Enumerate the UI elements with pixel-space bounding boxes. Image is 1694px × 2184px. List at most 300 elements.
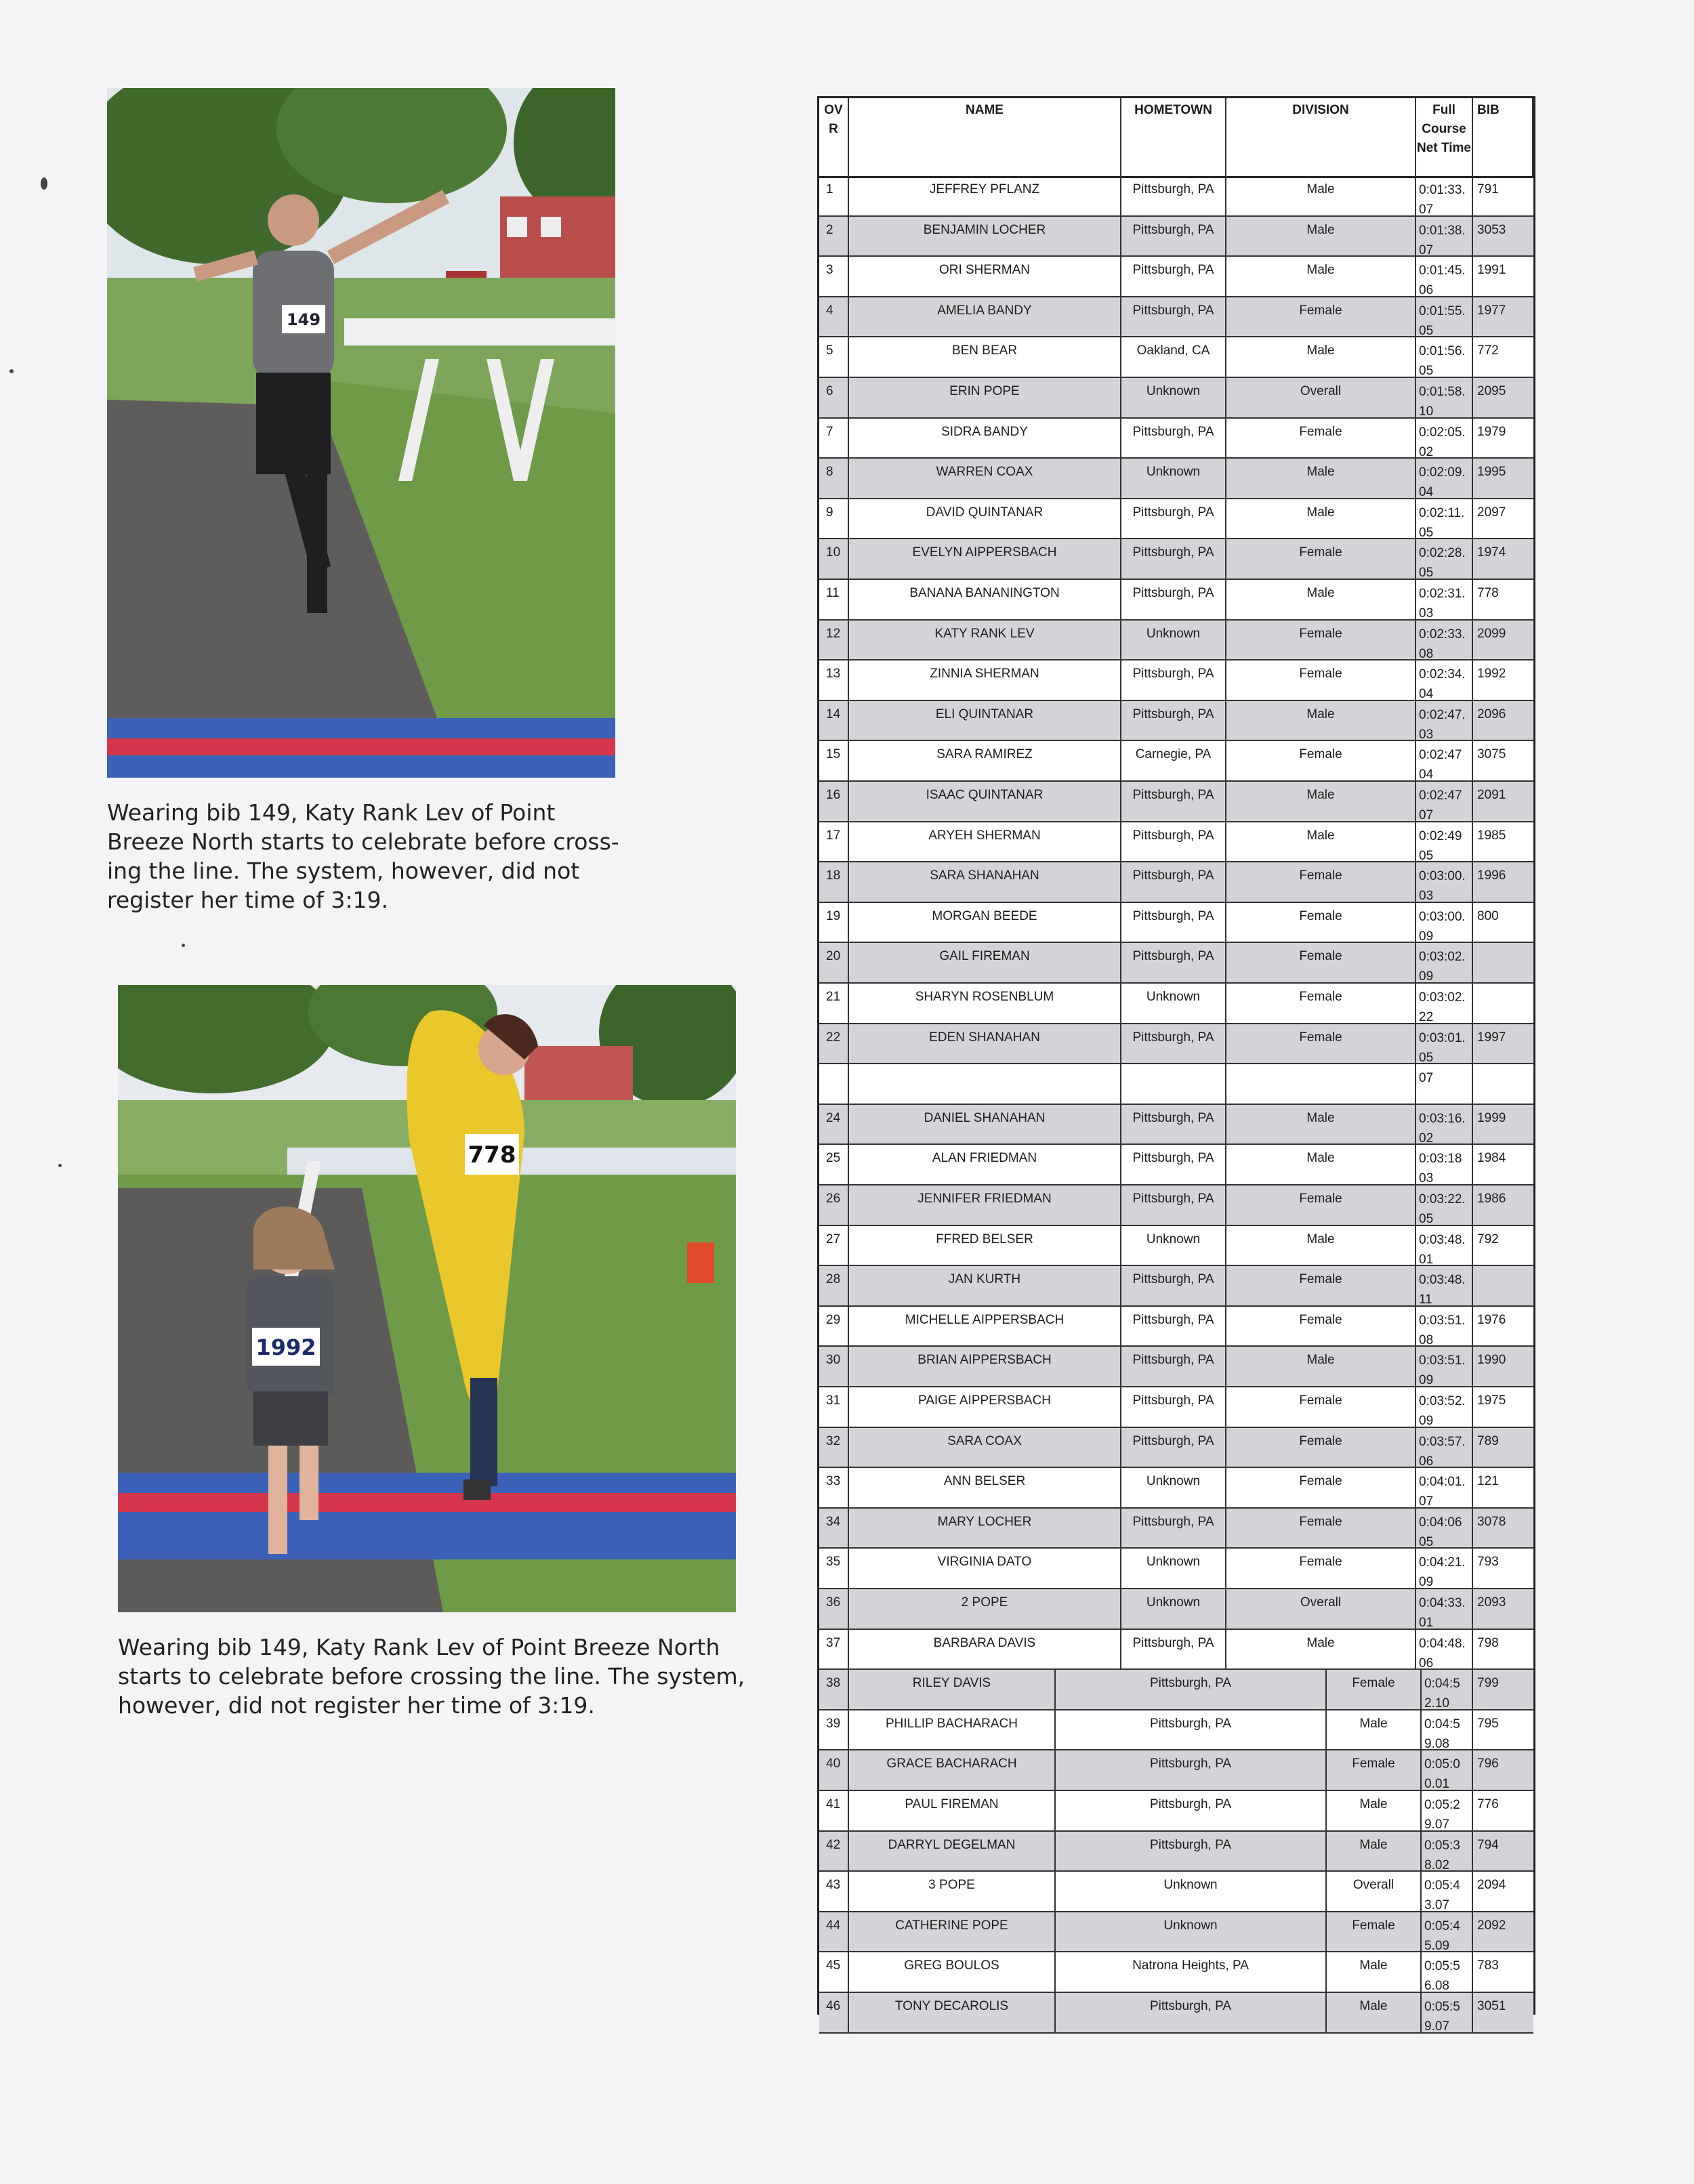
cell-time: 0:03:02. 09 xyxy=(1416,943,1473,982)
cell-time: 0:02:33. 08 xyxy=(1416,621,1473,660)
cell-bib: 2093 xyxy=(1477,1595,1506,1610)
cell-division: Female xyxy=(1226,1509,1416,1548)
cell-hometown: Pittsburgh, PA xyxy=(1056,1750,1327,1790)
cell-division: Male xyxy=(1327,1832,1422,1871)
cell-division: Male xyxy=(1226,1105,1416,1144)
table-row xyxy=(819,1347,1533,1387)
cell-division: Female xyxy=(1226,903,1416,942)
cell-name: SHARYN ROSENBLUM xyxy=(849,984,1121,1023)
cell-division: Female xyxy=(1226,1549,1416,1588)
cell-hometown: Pittsburgh, PA xyxy=(1121,1428,1226,1467)
table-row xyxy=(819,1387,1533,1428)
cell-division: Female xyxy=(1226,1266,1416,1305)
cell-ovr: 5 xyxy=(819,337,849,377)
cell-time: 0:03:52. 09 xyxy=(1416,1387,1473,1427)
cell-time: 0:02:11. 05 xyxy=(1416,499,1473,539)
cell-hometown: Unknown xyxy=(1121,621,1226,660)
cell-time: 0:04:06 05 xyxy=(1416,1509,1473,1548)
cell-division: Male xyxy=(1226,217,1416,256)
table-row xyxy=(819,1549,1533,1589)
cell-hometown: Pittsburgh, PA xyxy=(1121,862,1226,902)
table-row xyxy=(819,621,1533,661)
cell-time: 0:02:49 05 xyxy=(1416,822,1473,862)
cell-name: PHILLIP BACHARACH xyxy=(849,1710,1056,1750)
cell-bib: 798 xyxy=(1477,1635,1499,1650)
cell-bib: 3078 xyxy=(1477,1514,1506,1529)
cell-ovr: 28 xyxy=(819,1266,849,1305)
cell-division: Female xyxy=(1226,1428,1416,1467)
cell-name: JEFFREY PFLANZ xyxy=(849,176,1121,215)
cell-bib: 776 xyxy=(1477,1797,1499,1811)
cell-name: BANANA BANANINGTON xyxy=(849,580,1121,619)
cell-ovr: 45 xyxy=(819,1952,849,1992)
cell-hometown: Unknown xyxy=(1121,459,1226,498)
cell-bib xyxy=(1473,984,1533,1023)
cell-hometown: Unknown xyxy=(1056,1912,1327,1952)
cell-name: MORGAN BEEDE xyxy=(849,903,1121,942)
cell-bib: 3053 xyxy=(1477,222,1506,237)
cell-ovr: 22 xyxy=(819,1024,849,1064)
cell-division: Male xyxy=(1327,1952,1422,1992)
header-name: NAME xyxy=(849,98,1121,176)
cell-ovr: 41 xyxy=(819,1791,849,1830)
scan-speck xyxy=(182,944,185,947)
cell-division: Female xyxy=(1226,943,1416,982)
cell-name: ISAAC QUINTANAR xyxy=(849,782,1121,821)
cell-division: Female xyxy=(1327,1750,1422,1790)
cell-ovr: 42 xyxy=(819,1832,849,1871)
cell-time: 0:02:47 04 xyxy=(1416,741,1473,780)
cell-ovr: 34 xyxy=(819,1509,849,1548)
table-row xyxy=(819,782,1533,822)
cell-time: 0:05:5 6.08 xyxy=(1422,1952,1473,1992)
cell-name: JENNIFER FRIEDMAN xyxy=(849,1185,1121,1225)
table-row xyxy=(819,419,1533,459)
cell-name: RILEY DAVIS xyxy=(849,1670,1056,1709)
cell-hometown: Pittsburgh, PA xyxy=(1056,1791,1327,1830)
cell-ovr: 26 xyxy=(819,1185,849,1225)
cell-bib: 800 xyxy=(1477,908,1499,923)
cell-ovr: 35 xyxy=(819,1549,849,1588)
cell-ovr: 30 xyxy=(819,1347,849,1386)
cell-ovr: 20 xyxy=(819,943,849,982)
cell-hometown: Pittsburgh, PA xyxy=(1121,903,1226,942)
cell-bib: 1977 xyxy=(1477,303,1506,318)
header-time: Full Course Net Time xyxy=(1416,98,1473,176)
cell-bib: 1984 xyxy=(1477,1151,1506,1166)
cell-time: 0:04:01. 07 xyxy=(1416,1468,1473,1507)
cell-time: 07 xyxy=(1416,1064,1473,1104)
cell-hometown: Pittsburgh, PA xyxy=(1121,1145,1226,1184)
cell-hometown: Pittsburgh, PA xyxy=(1121,1387,1226,1427)
cell-division: Male xyxy=(1226,782,1416,821)
cell-bib: 1992 xyxy=(1477,667,1506,681)
header-bib: BIB xyxy=(1473,98,1533,176)
cell-name: SARA SHANAHAN xyxy=(849,862,1121,902)
cell-division: Female xyxy=(1226,1185,1416,1225)
cell-ovr: 29 xyxy=(819,1307,849,1346)
cell-name: ANN BELSER xyxy=(849,1468,1121,1507)
cell-hometown xyxy=(1121,1064,1226,1104)
cell-name: DANIEL SHANAHAN xyxy=(849,1105,1121,1144)
photo-finish-bib-149 xyxy=(107,88,615,778)
caption-1-line-2: Breeze North starts to celebrate before cross- xyxy=(107,828,619,855)
cell-bib: 2096 xyxy=(1477,707,1506,721)
cell-time: 0:03:16. 02 xyxy=(1416,1105,1473,1144)
cell-time: 0:02:09. 04 xyxy=(1416,459,1473,498)
cell-time: 0:03:22. 05 xyxy=(1416,1185,1473,1225)
table-row xyxy=(819,822,1533,863)
cell-time: 0:03:00. 03 xyxy=(1416,862,1473,902)
cell-ovr: 1 xyxy=(819,176,849,215)
cell-time: 0:04:5 2.10 xyxy=(1422,1670,1473,1709)
cell-hometown: Unknown xyxy=(1121,1226,1226,1265)
table-row xyxy=(819,1750,1533,1791)
cell-ovr: 36 xyxy=(819,1589,849,1629)
header-hometown: HOMETOWN xyxy=(1121,98,1226,176)
table-row xyxy=(819,257,1533,297)
cell-name: JAN KURTH xyxy=(849,1266,1121,1305)
cell-ovr: 33 xyxy=(819,1468,849,1507)
cell-bib: 792 xyxy=(1477,1232,1499,1246)
cell-bib: 1991 xyxy=(1477,263,1506,278)
cell-name xyxy=(849,1064,1121,1104)
cell-ovr: 24 xyxy=(819,1105,849,1144)
table-row xyxy=(819,580,1533,621)
cell-time: 0:05:5 9.07 xyxy=(1422,1993,1473,2032)
cell-ovr: 8 xyxy=(819,459,849,498)
bib-778-label: 778 xyxy=(468,1141,516,1169)
cell-bib: 1990 xyxy=(1477,1353,1506,1368)
table-row xyxy=(819,943,1533,984)
table-row xyxy=(819,1791,1533,1832)
cell-hometown: Oakland, CA xyxy=(1121,337,1226,377)
cell-time: 0:03:02. 22 xyxy=(1416,984,1473,1023)
cell-time: 0:03:00. 09 xyxy=(1416,903,1473,942)
cell-bib: 2095 xyxy=(1477,384,1506,398)
cell-time: 0:05:0 0.01 xyxy=(1422,1750,1473,1790)
cell-name: AMELIA BANDY xyxy=(849,297,1121,337)
cell-name: MARY LOCHER xyxy=(849,1509,1121,1548)
cell-division: Male xyxy=(1327,1710,1422,1750)
cell-time: 0:05:4 5.09 xyxy=(1422,1912,1473,1952)
table-row xyxy=(819,1509,1533,1549)
cell-hometown: Pittsburgh, PA xyxy=(1121,297,1226,337)
table-row xyxy=(819,217,1533,257)
cell-time: 0:04:33. 01 xyxy=(1416,1589,1473,1629)
cell-name: EDEN SHANAHAN xyxy=(849,1024,1121,1064)
cell-hometown: Pittsburgh, PA xyxy=(1121,176,1226,215)
cell-time: 0:02:05. 02 xyxy=(1416,419,1473,458)
cell-hometown: Unknown xyxy=(1121,1468,1226,1507)
cell-hometown: Pittsburgh, PA xyxy=(1121,1307,1226,1346)
cell-bib: 1985 xyxy=(1477,828,1506,843)
cell-name: ELI QUINTANAR xyxy=(849,701,1121,740)
caption-1-line-1: Wearing bib 149, Katy Rank Lev of Point xyxy=(107,799,556,826)
cell-time: 0:02:31. 03 xyxy=(1416,580,1473,619)
cell-bib: 121 xyxy=(1477,1474,1499,1489)
cell-hometown: Pittsburgh, PA xyxy=(1121,1509,1226,1548)
cell-hometown: Pittsburgh, PA xyxy=(1121,1024,1226,1064)
table-row xyxy=(819,1105,1533,1146)
cell-bib: 796 xyxy=(1477,1757,1499,1771)
cell-name: BENJAMIN LOCHER xyxy=(849,217,1121,256)
cell-time: 0:04:21. 09 xyxy=(1416,1549,1473,1588)
cell-division: Overall xyxy=(1327,1872,1422,1911)
cell-bib: 789 xyxy=(1477,1433,1499,1448)
cell-name: PAIGE AIPPERSBACH xyxy=(849,1387,1121,1427)
cell-division: Male xyxy=(1226,499,1416,539)
cell-name: ALAN FRIEDMAN xyxy=(849,1145,1121,1184)
cell-ovr: 7 xyxy=(819,419,849,458)
table-row xyxy=(819,741,1533,782)
table-row xyxy=(819,297,1533,338)
cell-ovr xyxy=(819,1064,849,1104)
cell-hometown: Unknown xyxy=(1056,1872,1327,1911)
cell-time: 0:01:55. 05 xyxy=(1416,297,1473,337)
cell-bib: 2099 xyxy=(1477,626,1506,641)
cell-bib: 772 xyxy=(1477,343,1499,358)
cell-hometown: Pittsburgh, PA xyxy=(1121,1185,1226,1225)
cell-time: 0:04:5 9.08 xyxy=(1422,1710,1473,1750)
cell-bib: 793 xyxy=(1477,1555,1499,1570)
cell-name: DAVID QUINTANAR xyxy=(849,499,1121,539)
cell-division: Female xyxy=(1327,1912,1422,1952)
table-row xyxy=(819,1832,1533,1872)
cell-time: 0:02:34. 04 xyxy=(1416,660,1473,700)
cell-division: Male xyxy=(1226,1226,1416,1265)
cell-time: 0:01:33. 07 xyxy=(1416,176,1473,215)
cell-time: 0:04:48. 06 xyxy=(1416,1630,1473,1669)
caption-1 xyxy=(107,798,619,915)
cell-time: 0:01:56. 05 xyxy=(1416,337,1473,377)
cell-time: 0:03:18 03 xyxy=(1416,1145,1473,1184)
cell-name: BARBARA DAVIS xyxy=(849,1630,1121,1669)
cell-hometown: Pittsburgh, PA xyxy=(1121,943,1226,982)
cell-name: VIRGINIA DATO xyxy=(849,1549,1121,1588)
cell-ovr: 18 xyxy=(819,862,849,902)
cell-hometown: Pittsburgh, PA xyxy=(1121,1266,1226,1305)
header-ovr: OV R xyxy=(819,98,849,176)
cell-time: 0:05:2 9.07 xyxy=(1422,1791,1473,1830)
cell-bib: 1997 xyxy=(1477,1030,1506,1045)
cell-ovr: 32 xyxy=(819,1428,849,1467)
cell-hometown: Pittsburgh, PA xyxy=(1056,1993,1327,2032)
table-row xyxy=(819,499,1533,540)
cell-time: 0:03:51. 08 xyxy=(1416,1307,1473,1346)
table-row xyxy=(819,701,1533,742)
cell-hometown: Pittsburgh, PA xyxy=(1121,822,1226,862)
cell-ovr: 13 xyxy=(819,660,849,700)
cell-ovr: 38 xyxy=(819,1670,849,1709)
table-row xyxy=(819,176,1533,217)
cell-name: 2 POPE xyxy=(849,1589,1121,1629)
results-header-row xyxy=(819,98,1533,178)
cell-ovr: 17 xyxy=(819,822,849,862)
cell-bib: 2094 xyxy=(1477,1878,1506,1893)
cell-division: Male xyxy=(1327,1993,1422,2032)
cell-division: Female xyxy=(1226,1387,1416,1427)
cell-time: 0:03:48. 01 xyxy=(1416,1226,1473,1265)
cell-name: CATHERINE POPE xyxy=(849,1912,1056,1952)
cell-name: GREG BOULOS xyxy=(849,1952,1056,1992)
cell-ovr: 15 xyxy=(819,741,849,780)
scan-speck xyxy=(58,1164,62,1167)
cell-division: Female xyxy=(1226,297,1416,337)
table-row xyxy=(819,660,1533,701)
cell-ovr: 16 xyxy=(819,782,849,821)
cell-division xyxy=(1226,1064,1416,1104)
cell-ovr: 2 xyxy=(819,217,849,256)
cell-hometown: Pittsburgh, PA xyxy=(1121,1105,1226,1144)
cell-hometown: Pittsburgh, PA xyxy=(1121,660,1226,700)
cell-bib: 1986 xyxy=(1477,1192,1506,1206)
table-row xyxy=(819,1145,1533,1185)
cell-bib: 794 xyxy=(1477,1837,1499,1852)
table-row xyxy=(819,1468,1533,1509)
cell-name: 3 POPE xyxy=(849,1872,1056,1911)
cell-name: KATY RANK LEV xyxy=(849,621,1121,660)
cell-bib: 795 xyxy=(1477,1716,1499,1731)
cell-division: Male xyxy=(1226,1630,1416,1669)
table-row xyxy=(819,1912,1533,1953)
cell-hometown: Natrona Heights, PA xyxy=(1056,1952,1327,1992)
cell-ovr: 19 xyxy=(819,903,849,942)
cell-hometown: Pittsburgh, PA xyxy=(1121,701,1226,740)
cell-bib: 2097 xyxy=(1477,505,1506,520)
cell-hometown: Unknown xyxy=(1121,984,1226,1023)
cell-bib: 1999 xyxy=(1477,1110,1506,1125)
table-row xyxy=(819,1993,1533,2034)
cell-ovr: 14 xyxy=(819,701,849,740)
cell-bib: 2091 xyxy=(1477,788,1506,802)
cell-bib xyxy=(1473,1266,1533,1305)
table-row xyxy=(819,1428,1533,1469)
cell-bib: 2092 xyxy=(1477,1918,1506,1933)
table-row xyxy=(819,1670,1533,1710)
cell-division: Male xyxy=(1226,580,1416,619)
cell-hometown: Unknown xyxy=(1121,378,1226,417)
scan-speck xyxy=(41,177,47,190)
cell-division: Male xyxy=(1226,176,1416,215)
cell-ovr: 46 xyxy=(819,1993,849,2032)
cell-ovr: 10 xyxy=(819,539,849,579)
cell-ovr: 9 xyxy=(819,499,849,539)
cell-name: SARA COAX xyxy=(849,1428,1121,1467)
cell-name: SARA RAMIREZ xyxy=(849,741,1121,780)
cell-ovr: 31 xyxy=(819,1387,849,1427)
table-row xyxy=(819,984,1533,1024)
cell-time: 0:01:58. 10 xyxy=(1416,378,1473,417)
table-row xyxy=(819,378,1533,419)
table-row xyxy=(819,1589,1533,1630)
cell-name: BEN BEAR xyxy=(849,337,1121,377)
cell-ovr: 39 xyxy=(819,1710,849,1750)
caption-2-line-3: however, did not register her time of 3:19. xyxy=(118,1692,595,1719)
cell-ovr: 3 xyxy=(819,257,849,296)
header-division: DIVISION xyxy=(1226,98,1416,176)
table-row xyxy=(819,1630,1533,1671)
cell-hometown: Pittsburgh, PA xyxy=(1121,419,1226,458)
cell-name: MICHELLE AIPPERSBACH xyxy=(849,1307,1121,1346)
cell-time: 0:02:28. 05 xyxy=(1416,539,1473,579)
cell-ovr: 21 xyxy=(819,984,849,1023)
cell-ovr: 6 xyxy=(819,378,849,417)
photo-finish-bibs-1992-778 xyxy=(118,985,736,1612)
cell-time: 0:01:38. 07 xyxy=(1416,217,1473,256)
table-row xyxy=(819,1185,1533,1226)
table-row xyxy=(819,1024,1533,1065)
cell-time: 0:05:4 3.07 xyxy=(1422,1872,1473,1911)
cell-time: 0:05:3 8.02 xyxy=(1422,1832,1473,1871)
cell-name: ARYEH SHERMAN xyxy=(849,822,1121,862)
cell-hometown: Unknown xyxy=(1121,1549,1226,1588)
cell-division: Male xyxy=(1226,701,1416,740)
cell-division: Female xyxy=(1226,419,1416,458)
cell-division: Female xyxy=(1226,1468,1416,1507)
caption-2-line-1: Wearing bib 149, Katy Rank Lev of Point Breeze North xyxy=(118,1634,720,1660)
cell-bib: 799 xyxy=(1477,1676,1499,1691)
cell-name: ORI SHERMAN xyxy=(849,257,1121,296)
cell-hometown: Pittsburgh, PA xyxy=(1121,499,1226,539)
cell-name: BRIAN AIPPERSBACH xyxy=(849,1347,1121,1386)
cell-hometown: Unknown xyxy=(1121,1589,1226,1629)
cell-division: Female xyxy=(1226,539,1416,579)
cell-bib xyxy=(1473,943,1533,982)
cell-bib: 1975 xyxy=(1477,1393,1506,1408)
table-row xyxy=(819,1266,1533,1307)
cell-time: 0:02:47. 03 xyxy=(1416,701,1473,740)
scan-speck xyxy=(9,369,14,373)
cell-hometown: Pittsburgh, PA xyxy=(1121,782,1226,821)
cell-time: 0:02:47 07 xyxy=(1416,782,1473,821)
cell-bib: 1979 xyxy=(1477,424,1506,439)
cell-hometown: Carnegie, PA xyxy=(1121,741,1226,780)
cell-name: PAUL FIREMAN xyxy=(849,1791,1056,1830)
bib-1992-label: 1992 xyxy=(255,1335,316,1360)
table-row xyxy=(819,1952,1533,1993)
cell-division: Female xyxy=(1226,621,1416,660)
cell-ovr: 37 xyxy=(819,1630,849,1669)
cell-bib: 1996 xyxy=(1477,868,1506,883)
cell-division: Male xyxy=(1226,822,1416,862)
cell-name: ZINNIA SHERMAN xyxy=(849,660,1121,700)
cell-name: SIDRA BANDY xyxy=(849,419,1121,458)
cell-division: Female xyxy=(1226,984,1416,1023)
cell-division: Overall xyxy=(1226,378,1416,417)
cell-ovr: 4 xyxy=(819,297,849,337)
cell-name: EVELYN AIPPERSBACH xyxy=(849,539,1121,579)
caption-2-line-2: starts to celebrate before crossing the line. The system, xyxy=(118,1663,745,1689)
cell-ovr: 27 xyxy=(819,1226,849,1265)
cell-bib: 1974 xyxy=(1477,545,1506,560)
table-row xyxy=(819,539,1533,580)
cell-time: 0:03:01. 05 xyxy=(1416,1024,1473,1064)
cell-time: 0:03:48. 11 xyxy=(1416,1266,1473,1305)
cell-name: TONY DECAROLIS xyxy=(849,1993,1056,2032)
cell-hometown: Pittsburgh, PA xyxy=(1121,257,1226,296)
cell-name: ERIN POPE xyxy=(849,378,1121,417)
caption-1-line-4: register her time of 3:19. xyxy=(107,887,388,913)
cell-ovr: 25 xyxy=(819,1145,849,1184)
table-row xyxy=(819,1872,1533,1912)
bib-149-label: 149 xyxy=(286,310,321,329)
cell-hometown: Pittsburgh, PA xyxy=(1121,580,1226,619)
cell-name: GAIL FIREMAN xyxy=(849,943,1121,982)
caption-1-line-3: ing the line. The system, however, did not xyxy=(107,858,580,884)
cell-bib: 778 xyxy=(1477,586,1499,600)
cell-division: Male xyxy=(1226,1145,1416,1184)
